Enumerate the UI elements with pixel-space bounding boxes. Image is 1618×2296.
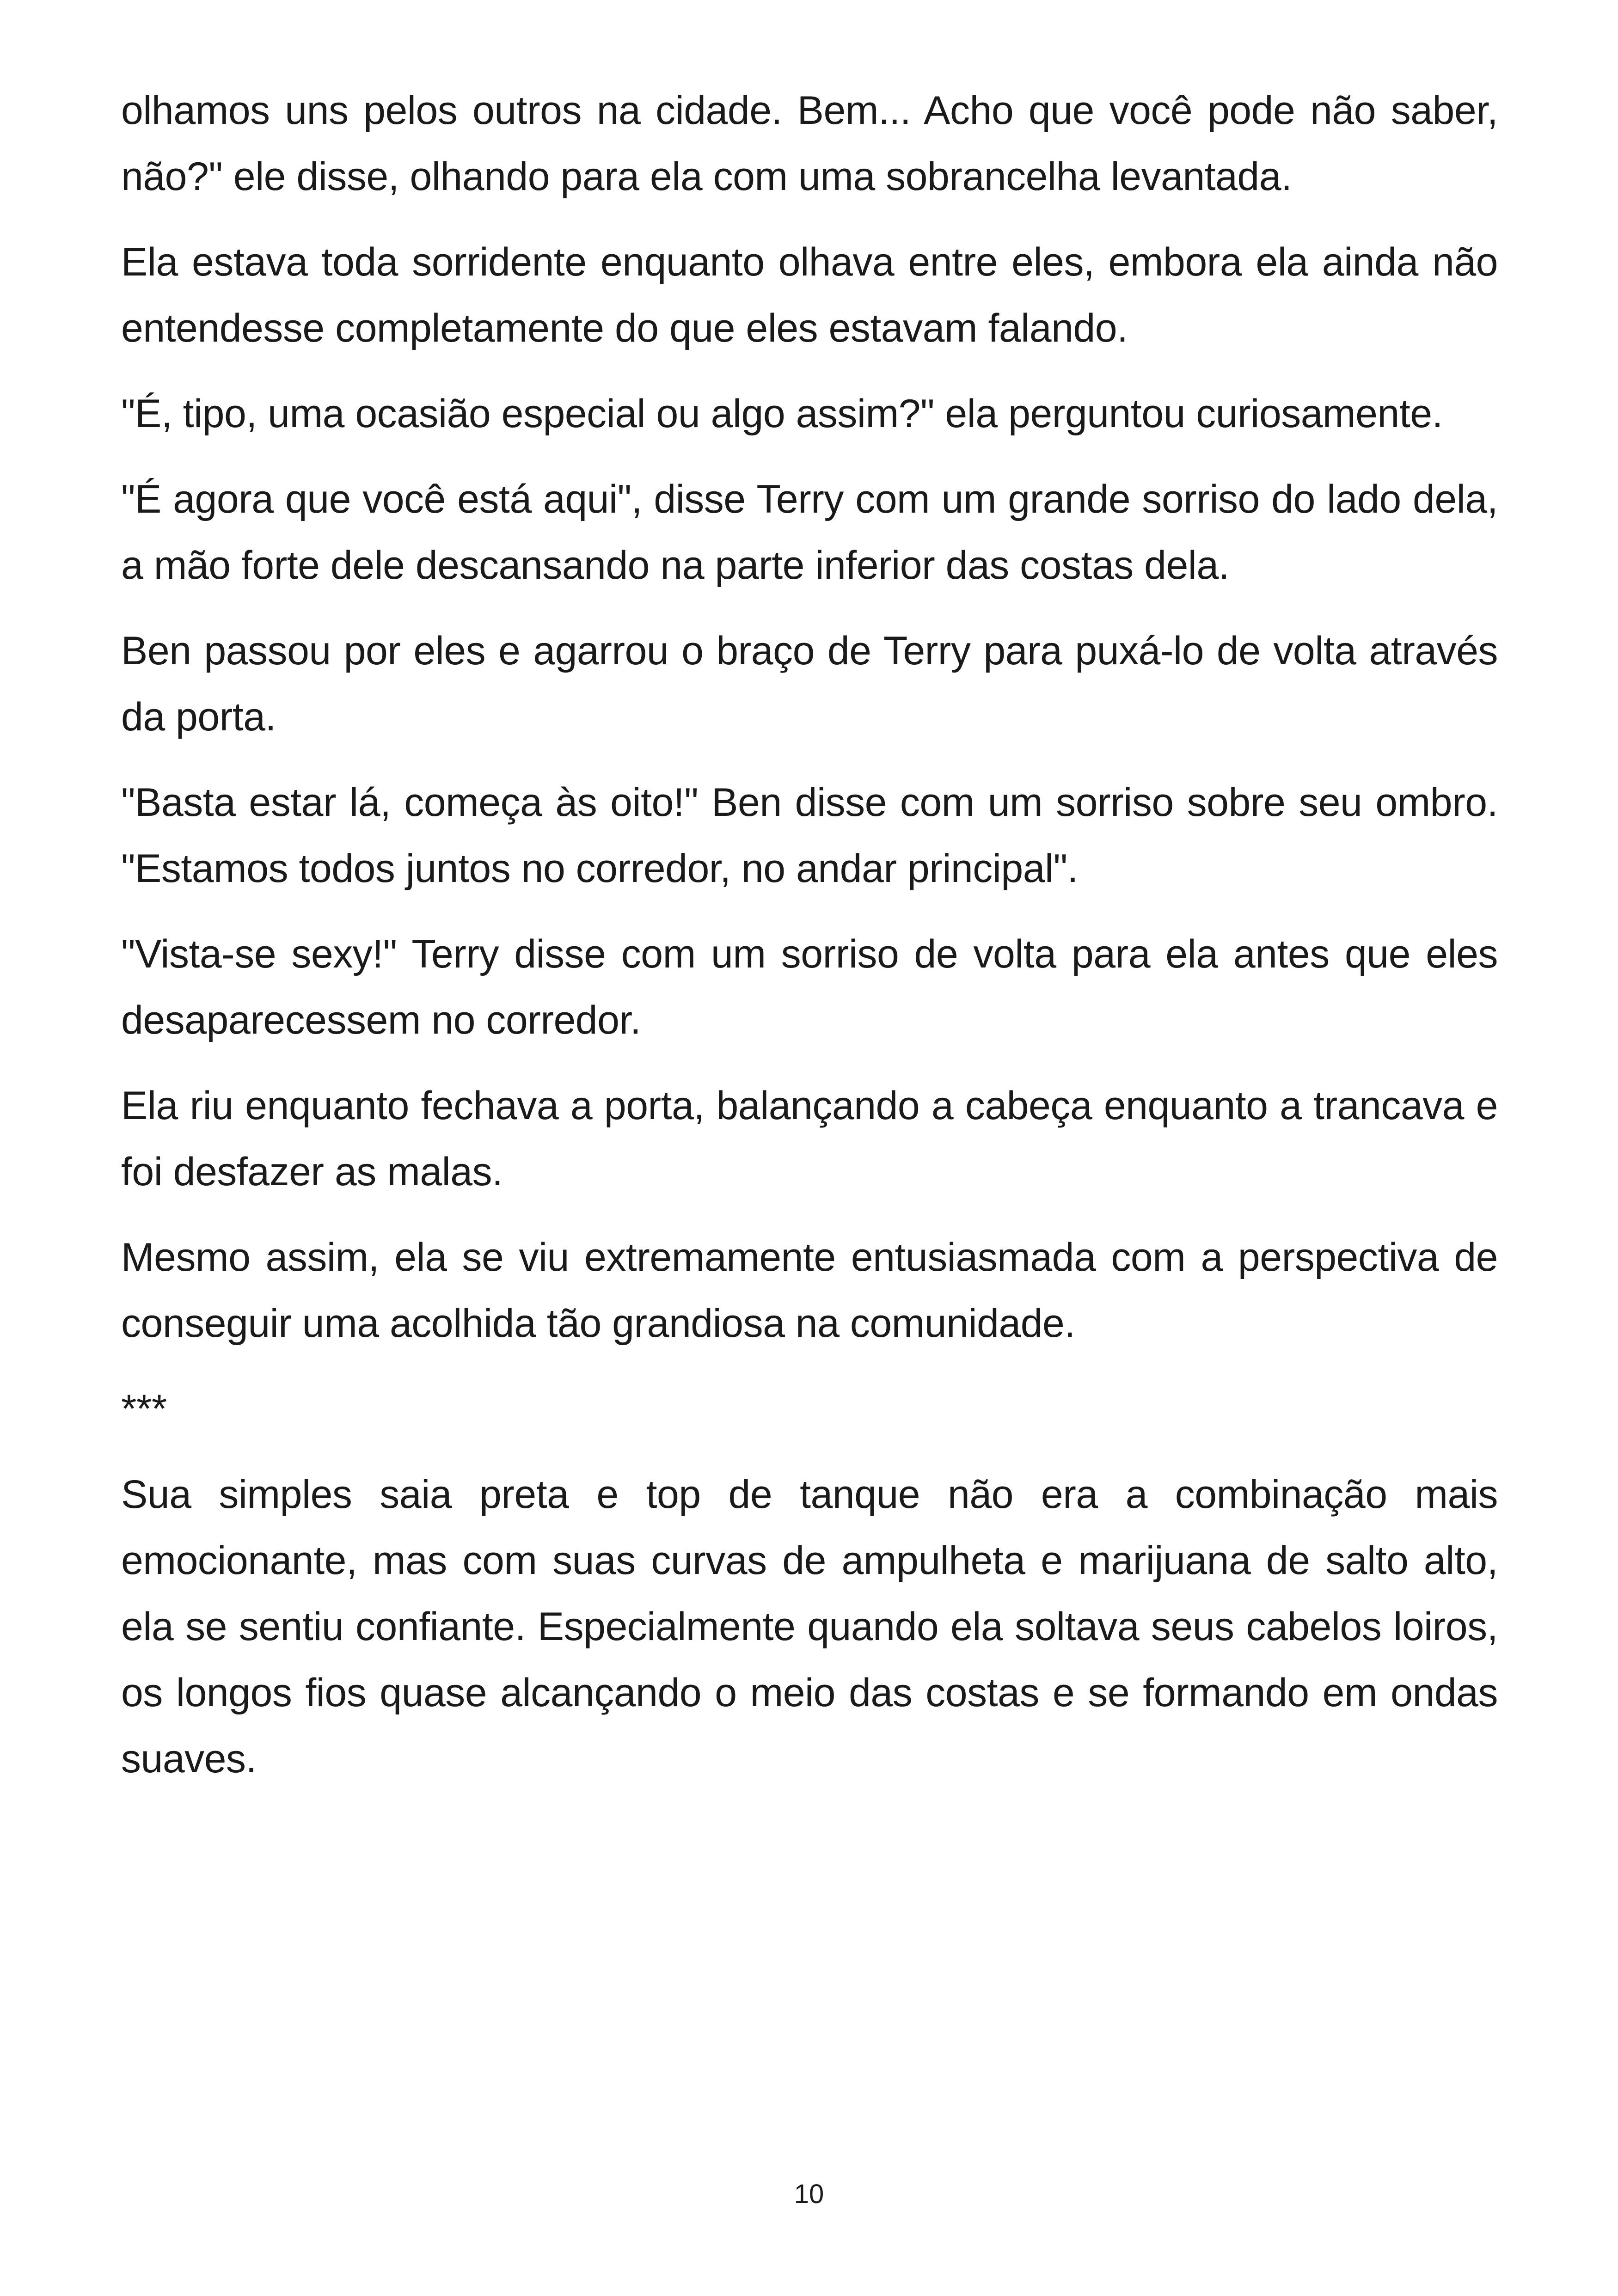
paragraph-2: Ela estava toda sorridente enquanto olhava entre eles, embora ela ainda não entendesse completamente do que eles estavam falando. <box>121 240 1498 350</box>
paragraph-10: Sua simples saia preta e top de tanque não era a combinação mais emocionante, mas com suas curvas de ampulheta e marijuana de salto alto, ela se sentiu confiante. Especialmente quando ela soltava seus cabelos loiros, os longos fios quase alcançando o meio das costas e se formando em ondas suaves. <box>121 1472 1498 1781</box>
page-number: 10 <box>794 2179 824 2209</box>
paragraph-9: Mesmo assim, ela se viu extremamente entusiasmada com a perspectiva de conseguir uma acolhida tão grandiosa na comunidade. <box>121 1235 1498 1346</box>
paragraph-7: "Vista-se sexy!" Terry disse com um sorriso de volta para ela antes que eles desaparecessem no corredor. <box>121 932 1498 1042</box>
paragraph-8: Ela riu enquanto fechava a porta, balançando a cabeça enquanto a trancava e foi desfazer as malas. <box>121 1084 1498 1194</box>
paragraph-4: "É agora que você está aqui", disse Terry com um grande sorriso do lado dela, a mão forte dele descansando na parte inferior das costas dela. <box>121 477 1498 588</box>
paragraph-5: Ben passou por eles e agarrou o braço de Terry para puxá-lo de volta através da porta. <box>121 629 1498 739</box>
scene-separator: *** <box>121 1387 167 1431</box>
paragraph-3: "É, tipo, uma ocasião especial ou algo assim?" ela perguntou curiosamente. <box>121 392 1443 436</box>
paragraph-1: olhamos uns pelos outros na cidade. Bem... Acho que você pode não saber, não?" ele disse, olhando para ela com uma sobrancelha levantada. <box>121 88 1498 199</box>
document-body <box>121 78 1498 1812</box>
paragraph-6: "Basta estar lá, começa às oito!" Ben disse com um sorriso sobre seu ombro. "Estamos todos juntos no corredor, no andar principal". <box>121 780 1498 891</box>
